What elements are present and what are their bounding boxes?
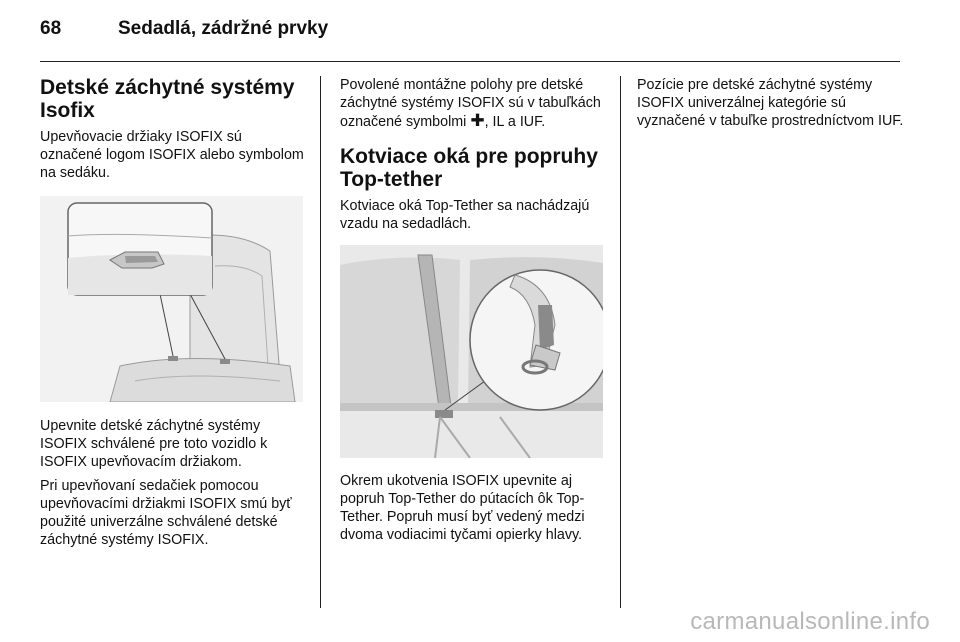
isofix-seat-drawing (40, 196, 303, 402)
page-header (40, 18, 328, 48)
positions-text-before: Povolené montážne polohy pre detské záchytné systémy ISOFIX sú v tabuľkách označené symbolmi (340, 77, 601, 130)
isofix-para-3: Pri upevňovaní sedačiek pomocou upevňovacími držiakmi ISOFIX smú byť použité univerzálne schválené detské záchytné systémy ISOFIX. (40, 478, 292, 548)
top-tether-illustration (340, 245, 603, 458)
positions-para (340, 76, 605, 131)
column-divider-1 (320, 76, 321, 608)
watermark: carmanualsonline.info (690, 608, 930, 635)
page-number: 68 (40, 18, 62, 39)
isofix-para-1: Upevňovacie držiaky ISOFIX sú označené logom ISOFIX alebo symbolom na sedáku. (40, 129, 304, 181)
column-divider-2 (620, 76, 621, 608)
isofix-heading: Detské záchytné systémy Isofix (40, 76, 295, 122)
top-tether-drawing (340, 245, 603, 458)
chapter-title: Sedadlá, zádržné prvky (118, 18, 329, 39)
isofix-para-2: Upevnite detské záchytné systémy ISOFIX schválené pre toto vozidlo k ISOFIX upevňovacím držiakom. (40, 418, 268, 470)
column-1 (40, 76, 305, 555)
iuf-para: Pozície pre detské záchytné systémy ISOFIX univerzálnej kategórie sú vyznačené v tabuľke prostredníctvom IUF. (637, 77, 904, 129)
plus-symbol-icon: ✚ (470, 111, 485, 130)
top-tether-heading: Kotviace oká pre popruhy Top-tether (340, 145, 598, 191)
column-2 (340, 76, 605, 550)
top-tether-para-1: Kotviace oká Top-Tether sa nachádzajú vzadu na sedadlách. (340, 198, 590, 232)
header-rule (40, 61, 900, 62)
positions-text-after: , IL a IUF. (484, 114, 546, 130)
column-3 (637, 76, 907, 136)
top-tether-para-2: Okrem ukotvenia ISOFIX upevnite aj popruh Top-Tether do pútacích ôk Top-Tether. Popruh musí byť vedený medzi dvoma vodiacimi tyčami opierky hlavy. (340, 473, 585, 543)
isofix-seat-illustration (40, 196, 303, 402)
